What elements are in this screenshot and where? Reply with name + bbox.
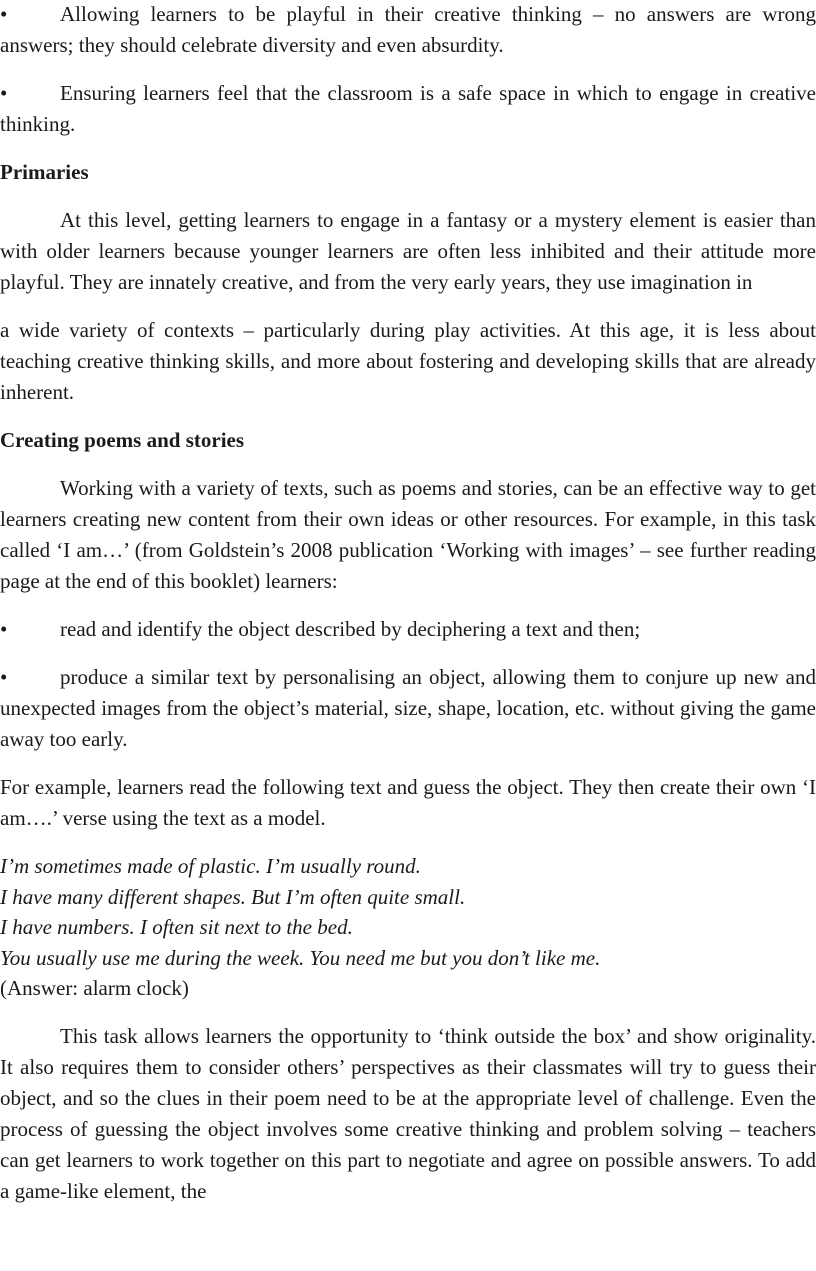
bullet-text: Ensuring learners feel that the classroom is a safe space in which to engage in creative thinking. [0,81,816,136]
example-paragraph: For example, learners read the following text and guess the object. They then create their own ‘I am….’ verse using the text as a model. [0,775,816,830]
poem-line: You usually use me during the week. You need me but you don’t like me. [0,945,601,970]
bullet-icon: • [0,2,8,26]
poem-line: I’m sometimes made of plastic. I’m usually round. [0,854,421,878]
bullet-text: read and identify the object described by deciphering a text and then; [60,617,641,641]
bullet-icon: • [0,81,8,105]
poems-paragraph-1: Working with a variety of texts, such as poems and stories, can be an effective way to get learners creating new content from their own ideas or other resources. For example, in this task called ‘I am…’ (from Goldstein’s 2008 publication ‘Working with images’ – see further reading page at the end of this booklet) learners: [0,476,816,593]
bullet-item [0,0,816,61]
closing-paragraph: This task allows learners the opportunity to ‘think outside the box’ and show originality. It also requires them to consider others’ perspectives as their classmates will try to guess their object, and so the clues in their poem need to be at the appropriate level of challenge. Even the process of guessing the object involves some creative thinking and problem solving – teachers can get learners to work together on this part to negotiate and agree on possible answers. To add a game-like element, the [0,1024,816,1204]
poem-line: I have many different shapes. But I’m often quite small. [0,884,466,909]
bullet-icon: • [0,617,8,641]
bullet-icon: • [0,665,8,689]
section-heading-poems: Creating poems and stories [0,428,245,452]
primaries-paragraph-1: At this level, getting learners to engage in a fantasy or a mystery element is easier than with older learners because younger learners are often less inhibited and their attitude more playful. They are innately creative, and from the very early years, they use imagination in [0,208,816,294]
bullet-text: Allowing learners to be playful in their creative thinking – no answers are wrong answers; they should celebrate diversity and even absurdity. [0,2,816,57]
primaries-paragraph-2: a wide variety of contexts – particularly during play activities. At this age, it is less about teaching creative thinking skills, and more about fostering and developing skills that are already inherent. [0,318,816,404]
bullet-item [0,614,816,645]
section-heading-primaries: Primaries [0,160,89,184]
poem-line: I have numbers. I often sit next to the bed. [0,915,353,940]
bullet-text: produce a similar text by personalising an object, allowing them to conjure up new and unexpected images from the object’s material, size, shape, location, etc. without giving the game away too early. [0,665,816,751]
poem-block [0,851,816,1004]
poem-answer: (Answer: alarm clock) [0,976,189,1001]
bullet-item [0,662,816,755]
bullet-item [0,78,816,140]
